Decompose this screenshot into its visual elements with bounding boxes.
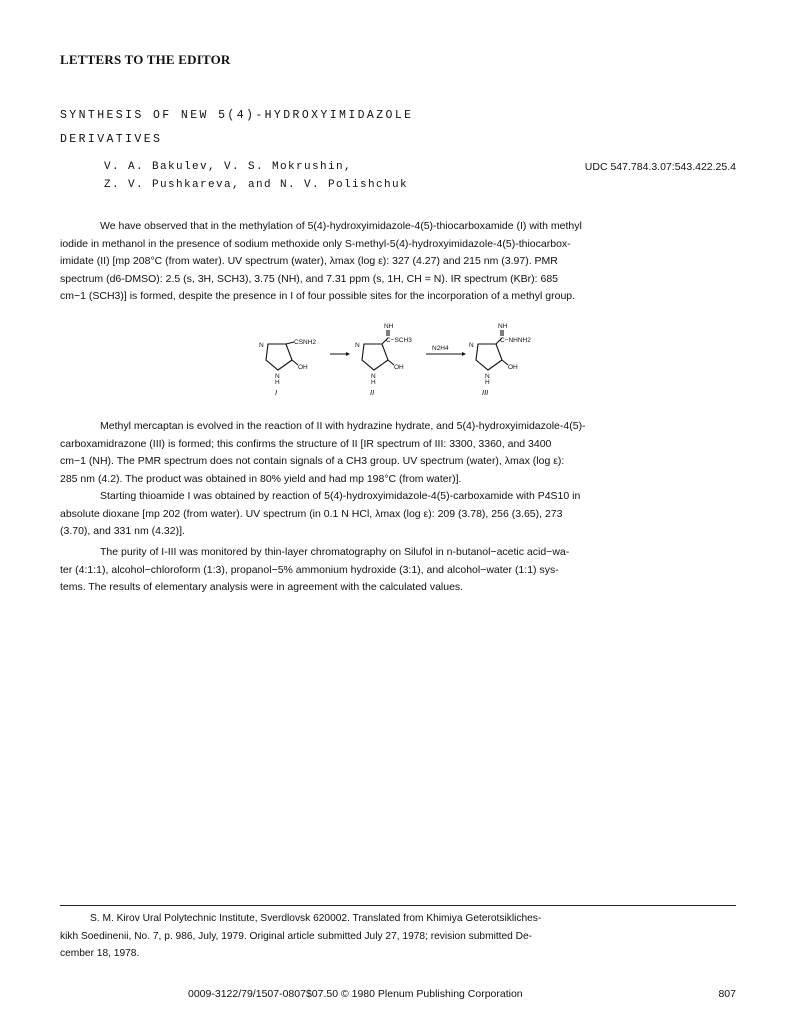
bond-csnh2	[286, 342, 294, 344]
arrow-2-head	[462, 352, 466, 356]
title-line-1: SYNTHESIS OF NEW 5(4)-HYDROXYIMIDAZOLE	[60, 109, 414, 122]
paragraph-line: spectrum (d6-DMSO): 2.5 (s, 3H, SCH3), 3.75 (NH), and 7.31 ppm (s, 1H, CH = N). IR spectrum (KBr): 685	[60, 272, 559, 285]
reagent-label: N2H4	[432, 345, 449, 352]
n-bottom-I: N	[275, 373, 280, 380]
author-list	[104, 158, 408, 194]
footnote-line: S. M. Kirov Ural Polytechnic Institute, Sverdlovsk 620002. Translated from Khimiya Geterotsikliches-	[90, 913, 542, 924]
page-number: 807	[718, 988, 736, 1000]
paragraph-hydrazine	[60, 418, 736, 488]
paragraph-line: carboxamidrazone (III) is formed; this confirms the structure of II [IR spectrum of III: 3300, 3360, and 3400	[60, 437, 552, 450]
paragraph-line: absolute dioxane [mp 202 (from water). UV spectrum (in 0.1 N HCl, λmax (log ε): 209 (3.78), 256 (3.65), 273	[60, 507, 563, 520]
paragraph-starting-thioamide	[60, 488, 736, 541]
paragraph-line: 285 nm (4.2). The product was obtained in 80% yield and had mp 198°C (from water)].	[60, 472, 462, 485]
h-III: H	[485, 379, 490, 386]
n-top-I: N	[259, 342, 264, 349]
imidazole-ring-I	[266, 344, 292, 370]
authors-line-1: V. A. Bakulev, V. S. Mokrushin,	[104, 161, 353, 173]
section-heading: LETTERS TO THE EDITOR	[60, 52, 231, 67]
footnote	[60, 910, 736, 963]
footnote-line: cember 18, 1978.	[60, 948, 140, 959]
oh-II: OH	[394, 364, 404, 371]
paragraph-line: imidate (II) [mp 208°C (from water). UV spectrum (water), λmax (log ε): 327 (4.27) and 215 nm (3.97). PMR	[60, 255, 558, 268]
label-III: III	[482, 388, 489, 397]
structure-III	[476, 330, 508, 370]
udc-code: UDC 547.784.3.07:543.422.25.4	[584, 161, 736, 173]
imidazole-ring-III	[476, 344, 502, 370]
footnote-line: kikh Soedinenii, No. 7, p. 986, July, 1979. Original article submitted July 27, 1978; revision submitted De-	[60, 930, 533, 942]
paragraph-line: The purity of I-III was monitored by thin-layer chromatography on Silufol in n-butanol−acetic acid−wa-	[100, 546, 570, 558]
label-II: II	[370, 388, 375, 397]
paragraph-line: tems. The results of elementary analysis were in agreement with the calculated values.	[60, 581, 464, 594]
footnote-rule	[60, 905, 736, 906]
nh-III: NH	[498, 323, 508, 330]
h-I: H	[275, 379, 280, 386]
paragraph-line: cm−1 (NH). The PMR spectrum does not contain signals of a CH3 group. UV spectrum (water), λmax (log ε):	[60, 455, 565, 468]
structure-I	[266, 342, 298, 370]
paragraph-purity	[60, 544, 736, 597]
paragraph-line: (3.70), and 331 nm (4.32)].	[60, 525, 185, 538]
article-title	[60, 104, 620, 152]
label-I: I	[275, 388, 278, 397]
arrow-1-head	[346, 352, 350, 356]
nh-II: NH	[384, 323, 394, 330]
n-bottom-III: N	[485, 373, 490, 380]
pricing-line: 0009-3122/79/1507-0807$07.50 © 1980 Plenum Publishing Corporation	[188, 988, 523, 1000]
oh-I: OH	[298, 364, 308, 371]
oh-III: OH	[508, 364, 518, 371]
h-II: H	[371, 379, 376, 386]
n-bottom-II: N	[371, 373, 376, 380]
paragraph-line: cm−1 (SCH3)] is formed, despite the presence in I of four possible sites for the incorporation of a methyl group.	[60, 290, 576, 303]
reaction-scheme	[256, 318, 556, 398]
substituent-III: C−NHNH2	[500, 337, 531, 344]
imidazole-ring-II	[362, 344, 388, 370]
substituent-II: C−SCH3	[386, 337, 412, 344]
title-line-2: DERIVATIVES	[60, 133, 163, 146]
n-top-III: N	[469, 342, 474, 349]
paragraph-line: ter (4:1:1), alcohol−chloroform (1:3), propanol−5% ammonium hydroxide (3:1), and alcohol−water (1:1) sys-	[60, 563, 559, 576]
paragraph-line: Starting thioamide I was obtained by reaction of 5(4)-hydroxyimidazole-4(5)-carboxamide with P4S10 in	[100, 490, 581, 502]
authors-line-2: Z. V. Pushkareva, and N. V. Polishchuk	[104, 179, 409, 191]
paragraph-line: Methyl mercaptan is evolved in the reaction of II with hydrazine hydrate, and 5(4)-hydroxyimidazole-4(5)-	[100, 420, 586, 432]
paragraph-methylation	[60, 218, 736, 306]
paragraph-line: We have observed that in the methylation of 5(4)-hydroxyimidazole-4(5)-thiocarboxamide (I) with methyl	[100, 220, 582, 232]
paragraph-line: iodide in methanol in the presence of sodium methoxide only S-methyl-5(4)-hydroxyimidazole-4(5)-thiocarbox-	[60, 237, 571, 250]
n-top-II: N	[355, 342, 360, 349]
substituent-I: CSNH2	[294, 339, 317, 346]
structure-II	[362, 330, 394, 370]
